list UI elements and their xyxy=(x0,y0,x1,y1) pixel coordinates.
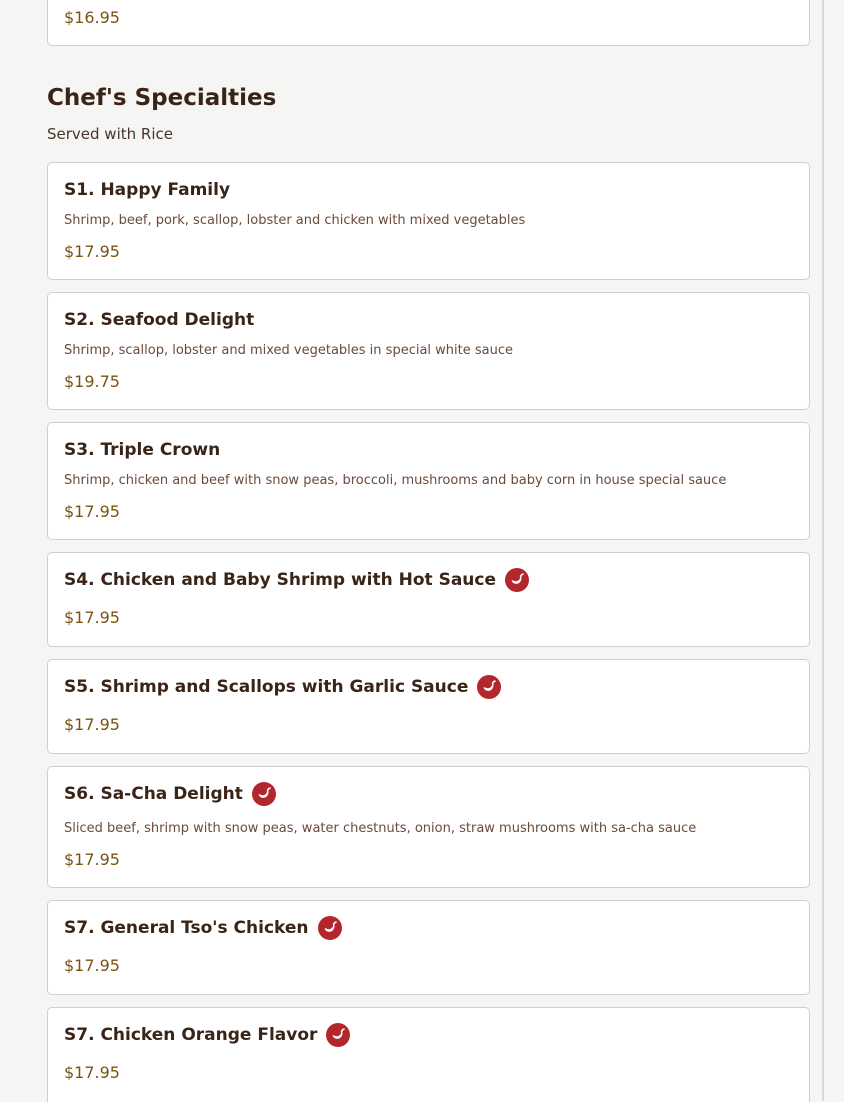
page-right-border xyxy=(822,0,824,1101)
section-subtitle: Served with Rice xyxy=(47,125,173,143)
item-description: Sliced beef, shrimp with snow peas, water chestnuts, onion, straw mushrooms with sa-cha sauce xyxy=(64,821,697,836)
item-title-row xyxy=(64,675,501,699)
item-price: $19.75 xyxy=(64,372,120,391)
menu-item-card[interactable] xyxy=(47,766,810,888)
item-description: Shrimp, beef, pork, scallop, lobster and chicken with mixed vegetables xyxy=(64,213,526,228)
item-price: $16.95 xyxy=(64,8,120,27)
item-title-row xyxy=(64,1023,350,1047)
item-price: $17.95 xyxy=(64,715,120,734)
item-price: $17.95 xyxy=(64,242,120,261)
chili-pepper-icon xyxy=(477,675,501,699)
item-description: Shrimp, chicken and beef with snow peas, broccoli, mushrooms and baby corn in house special sauce xyxy=(64,473,727,488)
menu-item-card[interactable] xyxy=(47,552,810,647)
chili-pepper-icon xyxy=(505,568,529,592)
item-name: S7. General Tso's Chicken xyxy=(64,918,309,938)
item-title-row xyxy=(64,916,342,940)
section-title: Chef's Specialties xyxy=(47,85,277,111)
item-name: S2. Seafood Delight xyxy=(64,310,255,330)
menu-item-card[interactable] xyxy=(47,292,810,410)
item-name: S5. Shrimp and Scallops with Garlic Sauce xyxy=(64,677,469,697)
item-name: S1. Happy Family xyxy=(64,180,231,200)
chili-pepper-icon xyxy=(318,916,342,940)
menu-item-card[interactable] xyxy=(47,162,810,280)
menu-item-card[interactable] xyxy=(47,659,810,754)
menu-item-card[interactable] xyxy=(47,900,810,995)
item-description: Shrimp, scallop, lobster and mixed vegetables in special white sauce xyxy=(64,343,513,358)
chili-pepper-icon xyxy=(252,782,276,806)
item-title-row xyxy=(64,568,529,592)
item-title-row xyxy=(64,308,254,332)
item-price: $17.95 xyxy=(64,1063,120,1082)
item-price: $17.95 xyxy=(64,502,120,521)
item-title-row xyxy=(64,782,276,806)
item-price: $17.95 xyxy=(64,956,120,975)
item-price: $17.95 xyxy=(64,608,120,627)
item-name: S4. Chicken and Baby Shrimp with Hot Sauce xyxy=(64,570,497,590)
item-name: S3. Triple Crown xyxy=(64,440,221,460)
menu-item-card[interactable] xyxy=(47,422,810,540)
item-name: S7. Chicken Orange Flavor xyxy=(64,1025,318,1045)
item-title-row xyxy=(64,178,230,202)
item-price: $17.95 xyxy=(64,850,120,869)
menu-item-card[interactable] xyxy=(47,1007,810,1102)
item-name: S6. Sa-Cha Delight xyxy=(64,784,243,804)
chili-pepper-icon xyxy=(326,1023,350,1047)
item-title-row xyxy=(64,438,220,462)
menu-item-card-previous[interactable] xyxy=(47,0,810,46)
